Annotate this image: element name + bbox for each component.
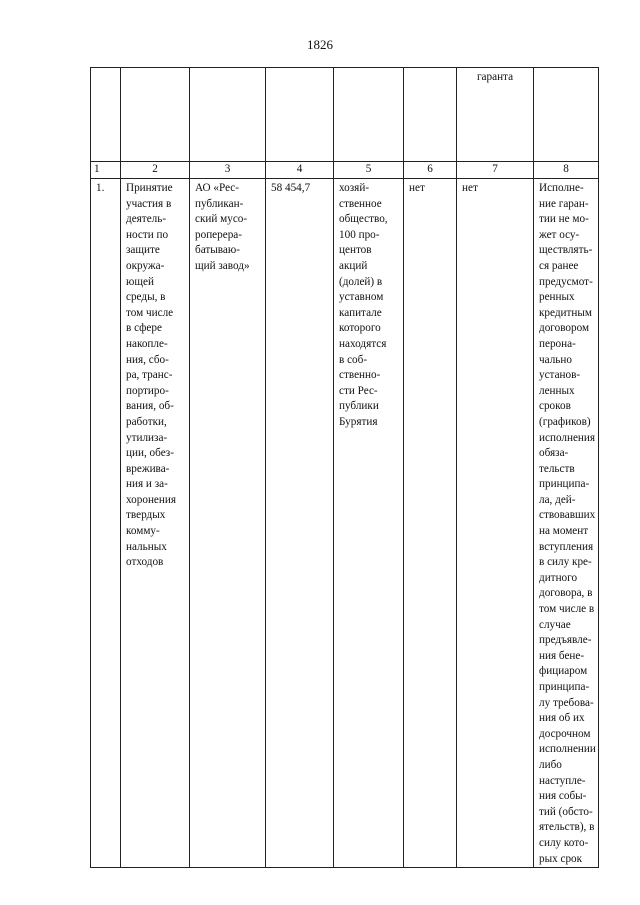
table-row — [91, 179, 599, 868]
conditions-cell — [534, 179, 599, 868]
page-number: 1826 — [307, 37, 333, 52]
regress-text: нет — [409, 182, 425, 194]
row-number-cell — [91, 179, 121, 868]
purpose-cell — [121, 179, 190, 868]
regress-cell — [404, 179, 457, 868]
column-numbers-row — [91, 162, 599, 179]
guarantor-check-cell — [457, 179, 534, 868]
principal-cell — [190, 179, 266, 868]
header-cell-3 — [190, 68, 266, 162]
column-number-8: 8 — [534, 162, 599, 179]
header-cell-7 — [457, 68, 534, 162]
criteria-text: хозяй- ственное общество, 100 про- центов акций (долей) в уставном капитале которого находятся в соб- ственно- сти Рес- публики Бурятия — [339, 182, 388, 428]
principal-text: АО «Рес- публикан- ский мусо- роперера- батываю- щий завод» — [195, 182, 250, 272]
guarantor-check-text: нет — [462, 182, 478, 194]
header-cell-2 — [121, 68, 190, 162]
header-cell-8 — [534, 68, 599, 162]
column-number-1: 1 — [91, 162, 121, 179]
purpose-text: Принятие участия в деятель- ности по защите окружа- ющей среды, в том числе в сфере накопле- ния, сбо- ра, транс- портиро- вания, об- работки, утилиза- ции, обез- врежива- ния и за- хоронения твердых комму- нальных отходов — [126, 182, 177, 569]
column-number-2: 2 — [121, 162, 190, 179]
conditions-text: Исполне- ние гаран- тии не мо- жет осу- ществлять- ся ранее предусмот- ренных кредитным договором перона- чально установ- ленных сроков (графиков) исполнения обяза- тельств принципа- ла, дей- ствовавших на момент вступления в силу кре- дитного договора, в том числе в случае предъявле- ния бене- фициаром принципа- лу требова- ния об их досрочном исполнении либо наступле- ния собы- тий (обсто- ятельств), в силу кото- рых срок — [539, 182, 596, 865]
column-number-6: 6 — [404, 162, 457, 179]
amount-cell — [266, 179, 334, 868]
amount-text: 58 454,7 — [271, 182, 311, 194]
header-continuation-row — [91, 68, 599, 162]
header-cell-6 — [404, 68, 457, 162]
column-number-3: 3 — [190, 162, 266, 179]
header-cell-1 — [91, 68, 121, 162]
row-number: 1. — [96, 182, 105, 194]
header-cell-4 — [266, 68, 334, 162]
header-cell-5 — [334, 68, 404, 162]
column-number-5: 5 — [334, 162, 404, 179]
header-guarantor-text: гаранта — [476, 71, 514, 83]
column-number-7: 7 — [457, 162, 534, 179]
column-number-4: 4 — [266, 162, 334, 179]
criteria-cell — [334, 179, 404, 868]
guarantee-table — [90, 67, 599, 868]
